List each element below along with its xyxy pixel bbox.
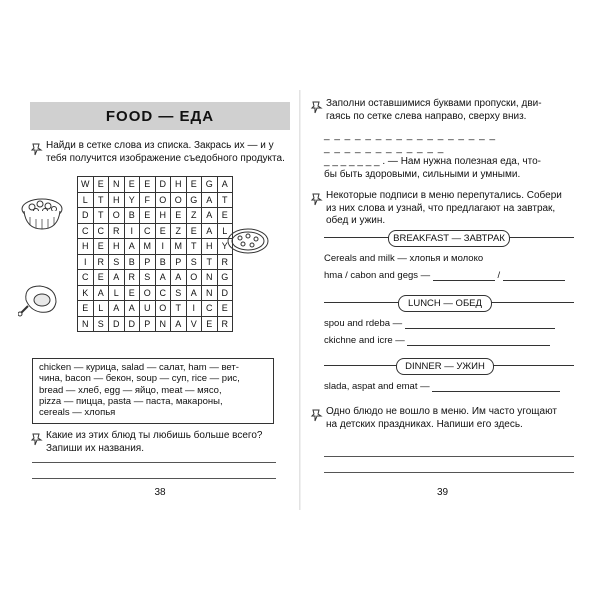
menu-row: Cereals and milk — хлопья и молоко — [324, 253, 484, 264]
pushpin-icon — [310, 100, 324, 114]
grid-cell[interactable]: Y — [124, 192, 140, 208]
grid-cell[interactable]: M — [171, 239, 187, 255]
answer-blank[interactable] — [503, 271, 565, 281]
answer-line[interactable] — [324, 472, 574, 473]
grid-row — [78, 177, 233, 193]
grid-cell[interactable]: C — [78, 223, 94, 239]
grid-cell[interactable]: M — [140, 239, 156, 255]
gap-letters[interactable]: _ _ _ _ _ _ _ _ _ _ _ _ — [324, 143, 445, 154]
grid-cell[interactable]: A — [124, 239, 140, 255]
grid-cell[interactable]: R — [124, 270, 140, 286]
grid-cell[interactable]: C — [202, 301, 218, 317]
grid-cell[interactable]: Z — [186, 208, 202, 224]
ham-icon — [18, 280, 64, 318]
menu-row-label: hma / cabon and gegs — — [324, 270, 431, 281]
menu-row — [324, 318, 555, 329]
grid-cell[interactable]: E — [124, 285, 140, 301]
grid-cell[interactable]: L — [78, 192, 94, 208]
grid-cell[interactable]: A — [202, 192, 218, 208]
grid-cell[interactable]: H — [109, 192, 125, 208]
grid-row — [78, 239, 233, 255]
grid-cell[interactable]: Z — [171, 223, 187, 239]
menu-row — [324, 335, 550, 346]
grid-row — [78, 192, 233, 208]
grid-cell[interactable]: H — [155, 208, 171, 224]
grid-cell[interactable]: O — [171, 192, 187, 208]
grid-cell[interactable]: E — [202, 316, 218, 332]
grid-cell[interactable]: D — [155, 177, 171, 193]
grid-cell[interactable]: T — [217, 192, 233, 208]
grid-cell[interactable]: I — [124, 223, 140, 239]
grid-cell[interactable]: O — [140, 285, 156, 301]
gap-letters[interactable]: _ _ _ _ _ _ _ _ _ _ _ _ _ _ _ _ _ — [324, 130, 496, 141]
grid-cell[interactable]: H — [109, 239, 125, 255]
task-fill-gaps — [326, 98, 574, 123]
grid-cell[interactable]: O — [186, 270, 202, 286]
grid-cell[interactable]: S — [186, 254, 202, 270]
grid-cell[interactable]: R — [217, 316, 233, 332]
grid-cell[interactable]: A — [109, 270, 125, 286]
grid-cell[interactable]: U — [140, 301, 156, 317]
grid-cell[interactable]: T — [186, 239, 202, 255]
page-number: 38 — [154, 487, 166, 498]
word-list-line: cereals — хлопья — [39, 407, 116, 419]
grid-cell[interactable]: N — [78, 316, 94, 332]
grid-cell[interactable]: E — [140, 177, 156, 193]
grid-cell[interactable]: N — [109, 177, 125, 193]
grid-cell[interactable]: A — [217, 177, 233, 193]
grid-cell[interactable]: I — [78, 254, 94, 270]
word-search-grid — [77, 176, 233, 332]
grid-cell[interactable]: R — [217, 254, 233, 270]
grid-cell[interactable]: G — [217, 270, 233, 286]
task-line: гаясь по сетке слева направо, сверху вниз. — [326, 110, 527, 122]
grid-cell[interactable]: E — [140, 208, 156, 224]
slash-separator: / — [497, 270, 501, 281]
lunch-label: LUNCH — ОБЕД — [398, 295, 492, 312]
grid-row — [78, 316, 233, 332]
right-page — [310, 90, 575, 510]
grid-cell[interactable]: I — [186, 301, 202, 317]
grid-cell[interactable]: O — [155, 192, 171, 208]
grid-cell[interactable]: E — [217, 301, 233, 317]
grid-row — [78, 270, 233, 286]
grid-cell[interactable]: S — [93, 316, 109, 332]
menu-row — [324, 270, 565, 281]
word-list-line: chicken — курица, salad — салат, ham — вет- — [39, 362, 239, 373]
menu-row — [324, 381, 560, 392]
grid-cell[interactable]: T — [93, 208, 109, 224]
grid-cell[interactable]: E — [171, 208, 187, 224]
answer-blank[interactable] — [433, 271, 495, 281]
grid-cell[interactable]: A — [109, 301, 125, 317]
grid-cell[interactable]: Y — [217, 239, 233, 255]
grid-cell[interactable]: T — [202, 254, 218, 270]
grid-cell[interactable]: E — [186, 177, 202, 193]
grid-cell[interactable]: P — [140, 316, 156, 332]
grid-cell[interactable]: N — [202, 270, 218, 286]
grid-cell[interactable]: A — [93, 285, 109, 301]
grid-cell[interactable]: W — [78, 177, 94, 193]
grid-row — [78, 285, 233, 301]
answer-line[interactable] — [32, 478, 276, 479]
grid-cell[interactable]: K — [78, 285, 94, 301]
grid-cell[interactable]: P — [171, 254, 187, 270]
book-spine — [299, 90, 301, 510]
page-number: 39 — [436, 487, 449, 498]
grid-cell[interactable]: H — [78, 239, 94, 255]
task-line: бы быть здоровыми, сильными и умными. — [324, 169, 521, 180]
grid-cell[interactable]: E — [93, 177, 109, 193]
word-list-line: bread — хлеб, egg — яйцо, meat — мясо, — [39, 384, 222, 396]
grid-cell[interactable]: A — [202, 208, 218, 224]
grid-cell[interactable]: T — [93, 192, 109, 208]
breakfast-label: BREAKFAST — ЗАВТРАК — [388, 230, 510, 247]
grid-cell[interactable]: D — [109, 316, 125, 332]
answer-blank[interactable] — [432, 382, 560, 392]
task-line: Заполни оставшимися буквами пропуски, дви- — [326, 98, 542, 109]
grid-row — [78, 223, 233, 239]
pushpin-icon — [30, 432, 44, 446]
grid-cell[interactable]: S — [140, 270, 156, 286]
grid-cell[interactable]: H — [171, 177, 187, 193]
grid-row — [78, 301, 233, 317]
grid-cell[interactable]: A — [171, 316, 187, 332]
pushpin-icon — [30, 142, 44, 156]
grid-cell[interactable]: E — [78, 301, 94, 317]
page-title: FOOD — ЕДА — [30, 102, 290, 130]
grid-row — [78, 208, 233, 224]
grid-cell[interactable]: L — [93, 301, 109, 317]
grid-cell[interactable]: R — [109, 223, 125, 239]
task-line: _ _ _ _ _ _ _ . — Нам нужна полезная еда, что- — [324, 156, 541, 167]
task-find-words: Найди в сетке слова из списка. Закрась их — и у тебя получится изображение съедобного продукта. — [46, 140, 285, 164]
grid-cell[interactable]: O — [155, 301, 171, 317]
menu-row-label: slada, aspat and emat — — [324, 381, 430, 392]
pushpin-icon — [310, 192, 324, 206]
grid-cell[interactable]: F — [140, 192, 156, 208]
salad-bowl-icon — [18, 195, 66, 235]
grid-cell[interactable]: V — [186, 316, 202, 332]
task-menu: Некоторые подписи в меню перепутались. Собери из них слова и узнай, что предлагают на завтрак, обед и ужин. — [326, 190, 562, 226]
grid-cell[interactable]: A — [186, 285, 202, 301]
grid-cell[interactable]: N — [155, 316, 171, 332]
grid-row — [78, 254, 233, 270]
grid-cell[interactable]: C — [93, 223, 109, 239]
answer-blank[interactable] — [407, 336, 550, 346]
word-list-line: чина, bacon — бекон, soup — суп, rice — рис, — [39, 373, 240, 385]
grid-cell[interactable]: A — [155, 270, 171, 286]
grid-cell[interactable]: C — [140, 223, 156, 239]
grid-cell[interactable]: D — [217, 285, 233, 301]
answer-blank[interactable] — [405, 319, 555, 329]
grid-cell[interactable]: E — [93, 270, 109, 286]
grid-cell[interactable]: R — [93, 254, 109, 270]
grid-cell[interactable]: G — [186, 192, 202, 208]
grid-cell[interactable]: P — [140, 254, 156, 270]
grid-cell[interactable]: D — [124, 316, 140, 332]
menu-row-label: ckichne and icre — — [324, 335, 405, 346]
grid-cell[interactable]: N — [202, 285, 218, 301]
grid-cell[interactable]: B — [124, 254, 140, 270]
task-party-dish: Одно блюдо не вошло в меню. Им часто угощают на детских праздниках. Напиши его здесь. — [326, 406, 557, 430]
grid-cell[interactable]: A — [202, 223, 218, 239]
grid-cell[interactable]: O — [109, 208, 125, 224]
menu-row-label: spou and rdeba — — [324, 318, 403, 329]
word-list-box — [32, 358, 274, 424]
grid-cell[interactable]: S — [171, 285, 187, 301]
pushpin-icon — [310, 408, 324, 422]
word-list-line: pizza — пицца, pasta — паста, макароны, — [39, 395, 223, 407]
grid-cell[interactable]: G — [202, 177, 218, 193]
answer-line[interactable] — [32, 462, 276, 463]
left-page — [30, 90, 290, 510]
grid-cell[interactable]: D — [78, 208, 94, 224]
grid-cell[interactable]: L — [217, 223, 233, 239]
grid-cell[interactable]: I — [155, 239, 171, 255]
grid-cell[interactable]: H — [202, 239, 218, 255]
grid-cell[interactable]: B — [124, 208, 140, 224]
dinner-label: DINNER — УЖИН — [396, 358, 494, 375]
grid-cell[interactable]: E — [217, 208, 233, 224]
grid-cell[interactable]: E — [186, 223, 202, 239]
grid-cell[interactable]: T — [171, 301, 187, 317]
grid-cell[interactable]: A — [171, 270, 187, 286]
grid-cell[interactable]: A — [124, 301, 140, 317]
grid-cell[interactable]: E — [124, 177, 140, 193]
grid-cell[interactable]: L — [109, 285, 125, 301]
grid-cell[interactable]: C — [155, 285, 171, 301]
grid-cell[interactable]: E — [155, 223, 171, 239]
grid-cell[interactable]: B — [155, 254, 171, 270]
grid-cell[interactable]: S — [109, 254, 125, 270]
grid-cell[interactable]: C — [78, 270, 94, 286]
task-favorite-dishes: Какие из этих блюд ты любишь больше всего? Запиши их названия. — [46, 430, 263, 454]
answer-line[interactable] — [324, 456, 574, 457]
grid-cell[interactable]: E — [93, 239, 109, 255]
